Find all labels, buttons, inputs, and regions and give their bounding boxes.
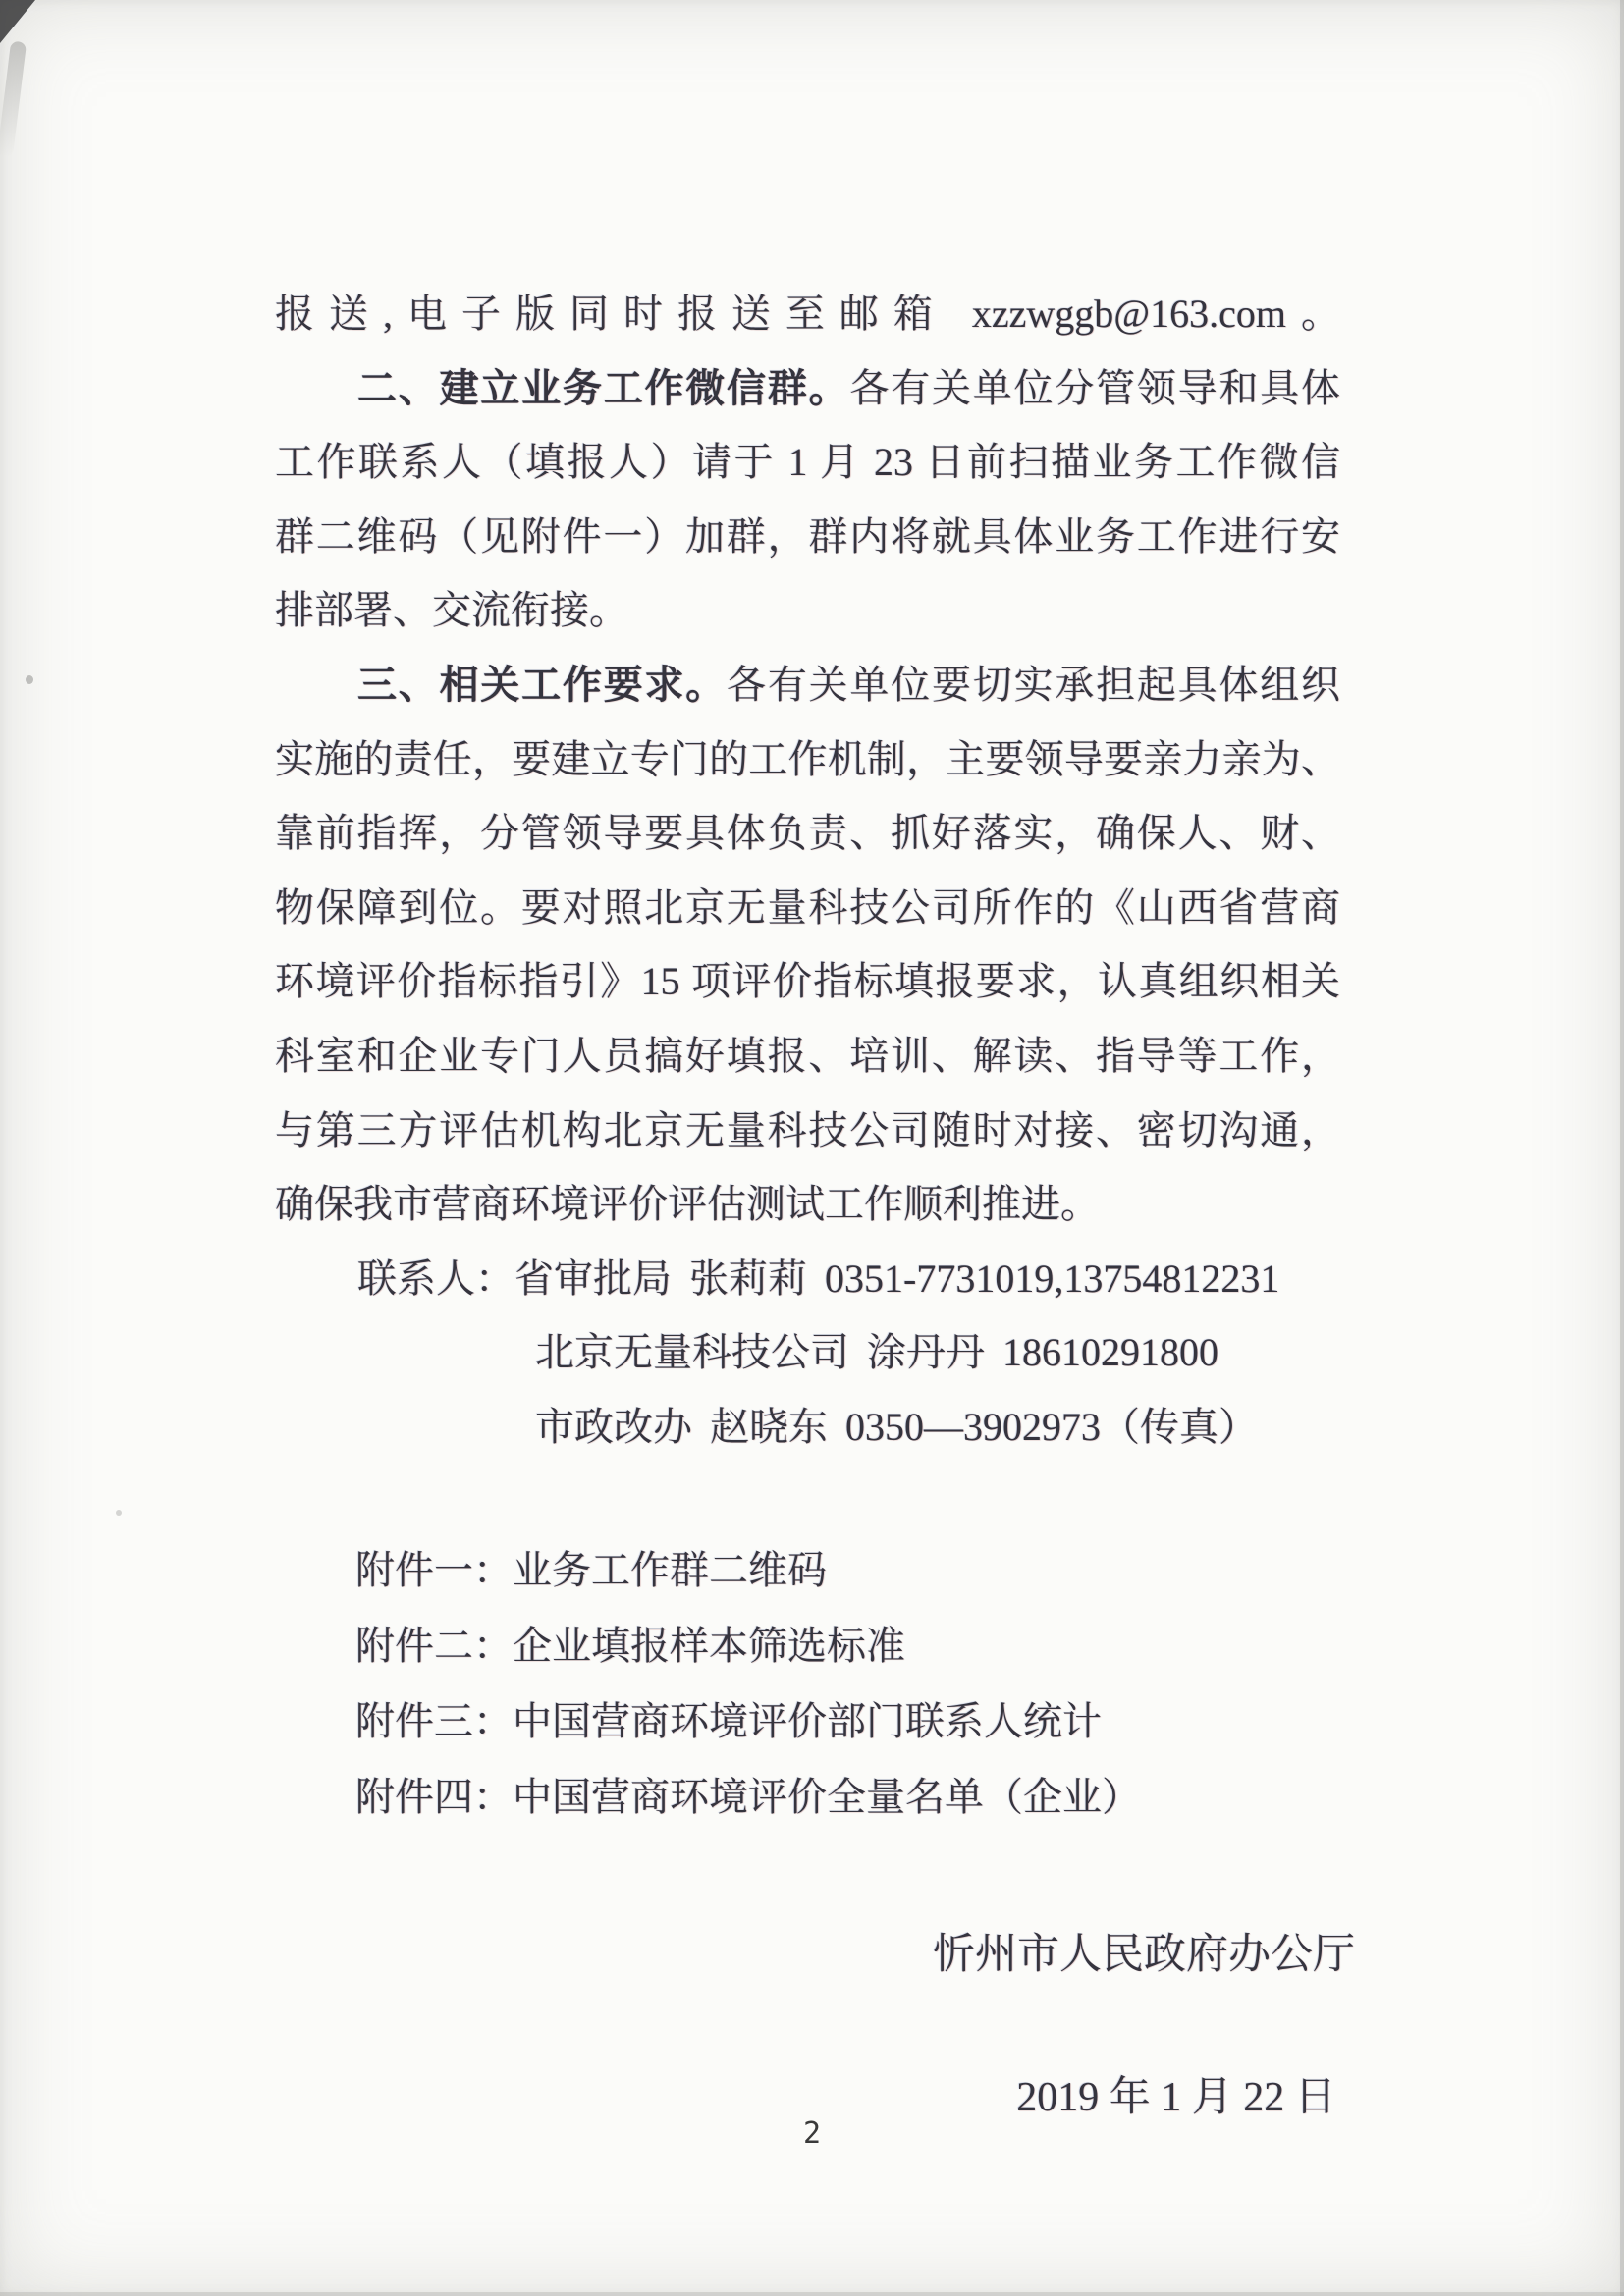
body-line (275, 1167, 1340, 1242)
body-text: 环境评价指标指引》15 项评价指标填报要求，认真组织相关 (275, 959, 1340, 1004)
contact-phone: 0350—3902973（传真） (845, 1404, 1258, 1449)
attachment-label: 附件三： (355, 1699, 513, 1743)
section2-heading-line (275, 351, 1340, 426)
attachment-title: 中国营商环境评价部门联系人统计 (513, 1699, 1102, 1743)
issuing-office: 忻州市人民政府办公厅 (933, 1932, 1355, 1978)
body-text: 群二维码（见附件一）加群，群内将就具体业务工作进行安 (275, 513, 1340, 559)
attachment-title: 业务工作群二维码 (513, 1548, 827, 1592)
body-text: 确保我市营商环境评价评估测试工作顺利推进。 (275, 1182, 1100, 1227)
attachment-item (275, 1683, 1340, 1759)
contact-org: 市政改办 (535, 1404, 692, 1449)
body-line (275, 425, 1340, 500)
attachment-item (275, 1759, 1340, 1835)
signature-block (893, 1926, 1394, 2127)
section3-heading-line (275, 648, 1340, 722)
body-text: 工作联系人（填报人）请于 1 月 23 日前扫描业务工作微信 (275, 440, 1340, 485)
contact-line (275, 1242, 1340, 1316)
attachment-item (275, 1532, 1340, 1608)
body-text: 实施的责任，要建立专门的工作机制，主要领导要亲力亲为、 (275, 736, 1340, 781)
body-line (275, 573, 1340, 648)
body-text: 各有关单位要切实承担起具体组织 (727, 662, 1341, 707)
contact-name: 涂丹丹 (867, 1330, 985, 1375)
attachment-item (275, 1608, 1340, 1683)
issue-date: 2019 年 1 月 22 日 (1016, 2075, 1336, 2120)
body-text: 各有关单位分管领导和具体 (849, 365, 1341, 410)
section3-heading: 三、相关工作要求。 (357, 662, 728, 707)
attachment-label: 附件二： (355, 1624, 513, 1668)
contact-org: 北京无量科技公司 (535, 1330, 849, 1375)
body-line (275, 1094, 1340, 1168)
body-text: 与第三方评估机构北京无量科技公司随时对接、密切沟通， (275, 1107, 1340, 1152)
scan-smudge (0, 40, 27, 157)
body-text: 科室和企业专门人员搞好填报、培训、解读、指导等工作， (275, 1033, 1340, 1078)
paragraph-carryover-line (275, 277, 1340, 351)
attachment-label: 附件一： (355, 1548, 513, 1592)
attachment-title: 企业填报样本筛选标准 (513, 1624, 905, 1668)
body-line (275, 796, 1340, 871)
body-line (275, 1019, 1340, 1094)
document-body (275, 277, 1340, 1465)
contact-phone: 18610291800 (1002, 1330, 1218, 1375)
body-line (275, 722, 1340, 797)
contacts-label: 联系人： (357, 1255, 514, 1301)
scan-corner-mark (0, 0, 35, 43)
body-line (275, 944, 1340, 1019)
contact-line (275, 1315, 1340, 1390)
body-line (275, 871, 1340, 945)
attachment-label: 附件四： (355, 1775, 513, 1819)
body-line (275, 500, 1340, 574)
body-text: 物保障到位。要对照北京无量科技公司所作的《山西省营商 (275, 884, 1340, 930)
contact-phone: 0351-7731019,13754812231 (825, 1255, 1280, 1301)
page-number: 2 (802, 2116, 822, 2151)
contact-line (275, 1390, 1340, 1465)
contact-org: 省审批局 (514, 1255, 672, 1301)
scan-edge-shadow (0, 2292, 1624, 2296)
contact-name: 赵晓东 (710, 1404, 828, 1449)
body-text: 靠前指挥，分管领导要具体负责、抓好落实，确保人、财、 (275, 811, 1340, 856)
attachments-list (275, 1532, 1340, 1835)
scan-speck (116, 1510, 122, 1516)
scan-edge-shadow (1620, 0, 1624, 2296)
body-text: 报送,电子版同时报送至邮箱 xzzwggb@163.com。 (275, 292, 1340, 336)
body-text: 排部署、交流衔接。 (275, 588, 628, 633)
scan-speck (26, 675, 33, 684)
section2-heading: 二、建立业务工作微信群。 (357, 365, 850, 410)
attachment-title: 中国营商环境评价全量名单（企业） (513, 1775, 1141, 1819)
contact-name: 张莉莉 (689, 1255, 807, 1301)
